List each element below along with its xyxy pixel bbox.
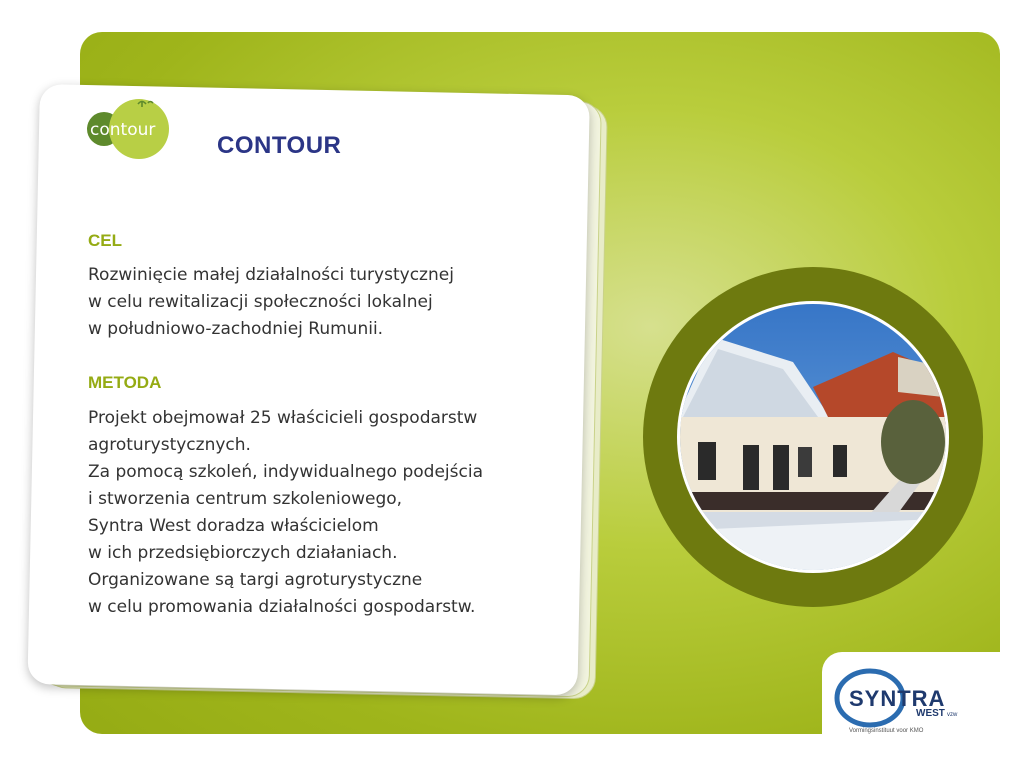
text-line: Projekt obejmował 25 właścicieli gospodarstw <box>88 408 478 428</box>
text-line: Za pomocą szkoleń, indywidualnego podejścia <box>88 462 483 482</box>
section-body-cel <box>88 262 568 343</box>
syntra-west-logo <box>822 652 1024 768</box>
syntra-logo-tagline: Vormingsinstituut voor KMO <box>849 728 924 734</box>
text-line: Rozwinięcie małej działalności turystycznej <box>88 265 454 285</box>
section-body-metoda <box>88 405 568 621</box>
text-line: w południowo-zachodniej Rumunii. <box>88 319 384 339</box>
section-heading-cel: CEL <box>88 231 122 250</box>
text-line: w ich przedsiębiorczych działaniach. <box>88 543 398 563</box>
contour-logo-text: contour <box>90 120 156 140</box>
syntra-logo-sub-small: vzw <box>947 712 958 718</box>
text-line: Syntra West doradza właścicielom <box>88 516 379 536</box>
page-title: CONTOUR <box>217 132 342 159</box>
text-line: agroturystycznych. <box>88 435 251 455</box>
guesthouse-photo <box>643 267 983 607</box>
text-line: w celu rewitalizacji społeczności lokalnej <box>88 292 433 312</box>
text-line: Organizowane są targi agroturystyczne <box>88 570 423 590</box>
syntra-logo-sub: WEST <box>916 708 945 719</box>
text-line: w celu promowania działalności gospodarstw. <box>88 597 476 617</box>
syntra-west-logo-card <box>822 652 1024 768</box>
contour-logo <box>86 98 176 162</box>
syntra-logo-name: SYNTRA <box>849 686 946 711</box>
section-heading-metoda: METODA <box>88 373 162 392</box>
text-line: i stworzenia centrum szkoleniowego, <box>88 489 403 509</box>
